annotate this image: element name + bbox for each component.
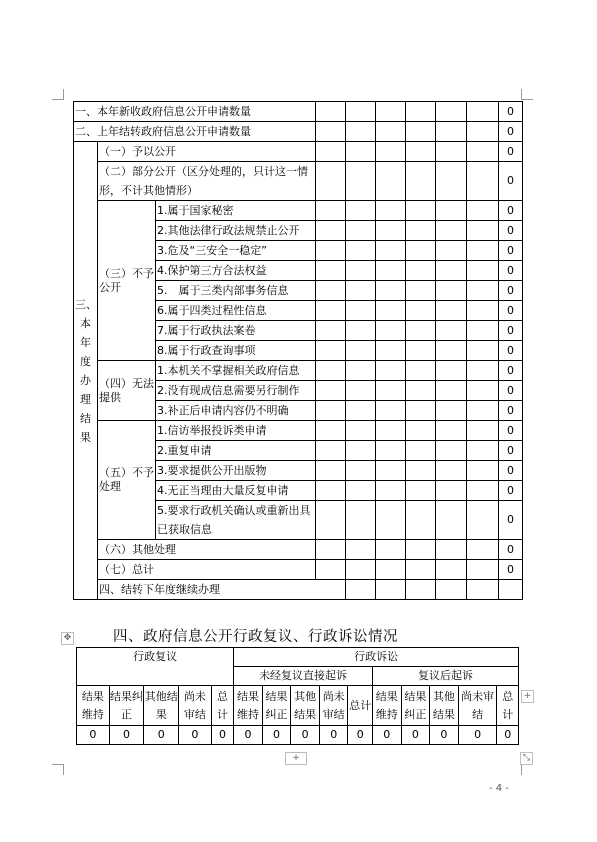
- category-not-processed: （五）不予处理: [98, 421, 156, 540]
- table-row: 4.无正当理由大量反复申请 0: [74, 481, 523, 501]
- table-row: （七）总计 0: [74, 560, 523, 580]
- table-row: [77, 648, 519, 667]
- table-row: 7.属于行政执法案卷 0: [74, 321, 523, 341]
- review-litigation-table: [76, 647, 519, 745]
- table-row: 5. 属于三类内部事务信息 0: [74, 281, 523, 301]
- add-column-plus-icon[interactable]: +: [521, 690, 534, 703]
- table-row: 6.属于四类过程性信息 0: [74, 301, 523, 321]
- header-litigation: 行政诉讼: [234, 648, 519, 667]
- header-after: 复议后起诉: [372, 667, 518, 686]
- application-stats-table: [73, 101, 523, 600]
- row-label: 一、本年新收政府信息公开申请数量: [74, 102, 316, 122]
- table-row: 2.其他法律行政法规禁止公开 0: [74, 221, 523, 241]
- crop-mark: [63, 89, 64, 100]
- category-unable: （四）无法提供: [98, 361, 156, 421]
- cell-value: 0: [499, 102, 523, 122]
- table-row: 4.保护第三方合法权益 0: [74, 261, 523, 281]
- table-row: （三）不予公开 1.属于国家秘密 0: [74, 201, 523, 221]
- crop-mark: [52, 99, 63, 100]
- table-row: [74, 102, 523, 122]
- table-row: 3.补正后申请内容仍不明确 0: [74, 401, 523, 421]
- table-row: 2.重复申请 0: [74, 441, 523, 461]
- table-row: 二、上年结转政府信息公开申请数量 0: [74, 122, 523, 142]
- crop-mark: [521, 764, 522, 775]
- table-row: 结果维持 结果纠正 其他结果 尚未审结 总计 结果维持 结果纠正 其他结果 尚未审结 总计 结果维持 结果纠正 其他结果 尚未审结 总计: [77, 686, 519, 726]
- table-move-handle[interactable]: ✥: [61, 632, 74, 645]
- header-direct: 未经复议直接起诉: [234, 667, 373, 686]
- table-row: （二）部分公开（区分处理的，只计这一情形，不计其他情形） 0: [74, 162, 523, 201]
- resize-handle-icon[interactable]: ⤡: [520, 752, 533, 765]
- category-withheld: （三）不予公开: [98, 201, 156, 361]
- crop-mark: [522, 99, 533, 100]
- table-row: （四）无法提供 1.本机关不掌握相关政府信息 0: [74, 361, 523, 381]
- table-row: 0 0 0 0 0 0 0 0 0 0 0 0 0 0 0: [77, 726, 519, 745]
- table-row: 四、结转下年度继续办理: [74, 580, 523, 600]
- table-row: 5.要求行政机关确认或重新出具已获取信息 0: [74, 501, 523, 540]
- crop-mark: [63, 764, 64, 775]
- page-number: - 4 -: [489, 783, 509, 794]
- group-label-results: 三、本年度办理结果: [74, 142, 98, 600]
- header-review: 行政复议: [77, 648, 234, 686]
- table-row: 三、本年度办理结果 （一）予以公开 0: [74, 142, 523, 162]
- section-title: 四、政府信息公开行政复议、行政诉讼情况: [113, 629, 398, 645]
- add-row-plus-icon[interactable]: +: [285, 752, 307, 765]
- row-label: 二、上年结转政府信息公开申请数量: [74, 122, 316, 142]
- table-row: 8.属于行政查询事项 0: [74, 341, 523, 361]
- table-row: 3.要求提供公开出版物 0: [74, 461, 523, 481]
- crop-mark: [52, 764, 63, 765]
- table-row: （六）其他处理 0: [74, 540, 523, 560]
- table-row: 2.没有现成信息需要另行制作 0: [74, 381, 523, 401]
- table-row: 3.危及“三安全一稳定” 0: [74, 241, 523, 261]
- table-row: （五）不予处理 1.信访举报投诉类申请 0: [74, 421, 523, 441]
